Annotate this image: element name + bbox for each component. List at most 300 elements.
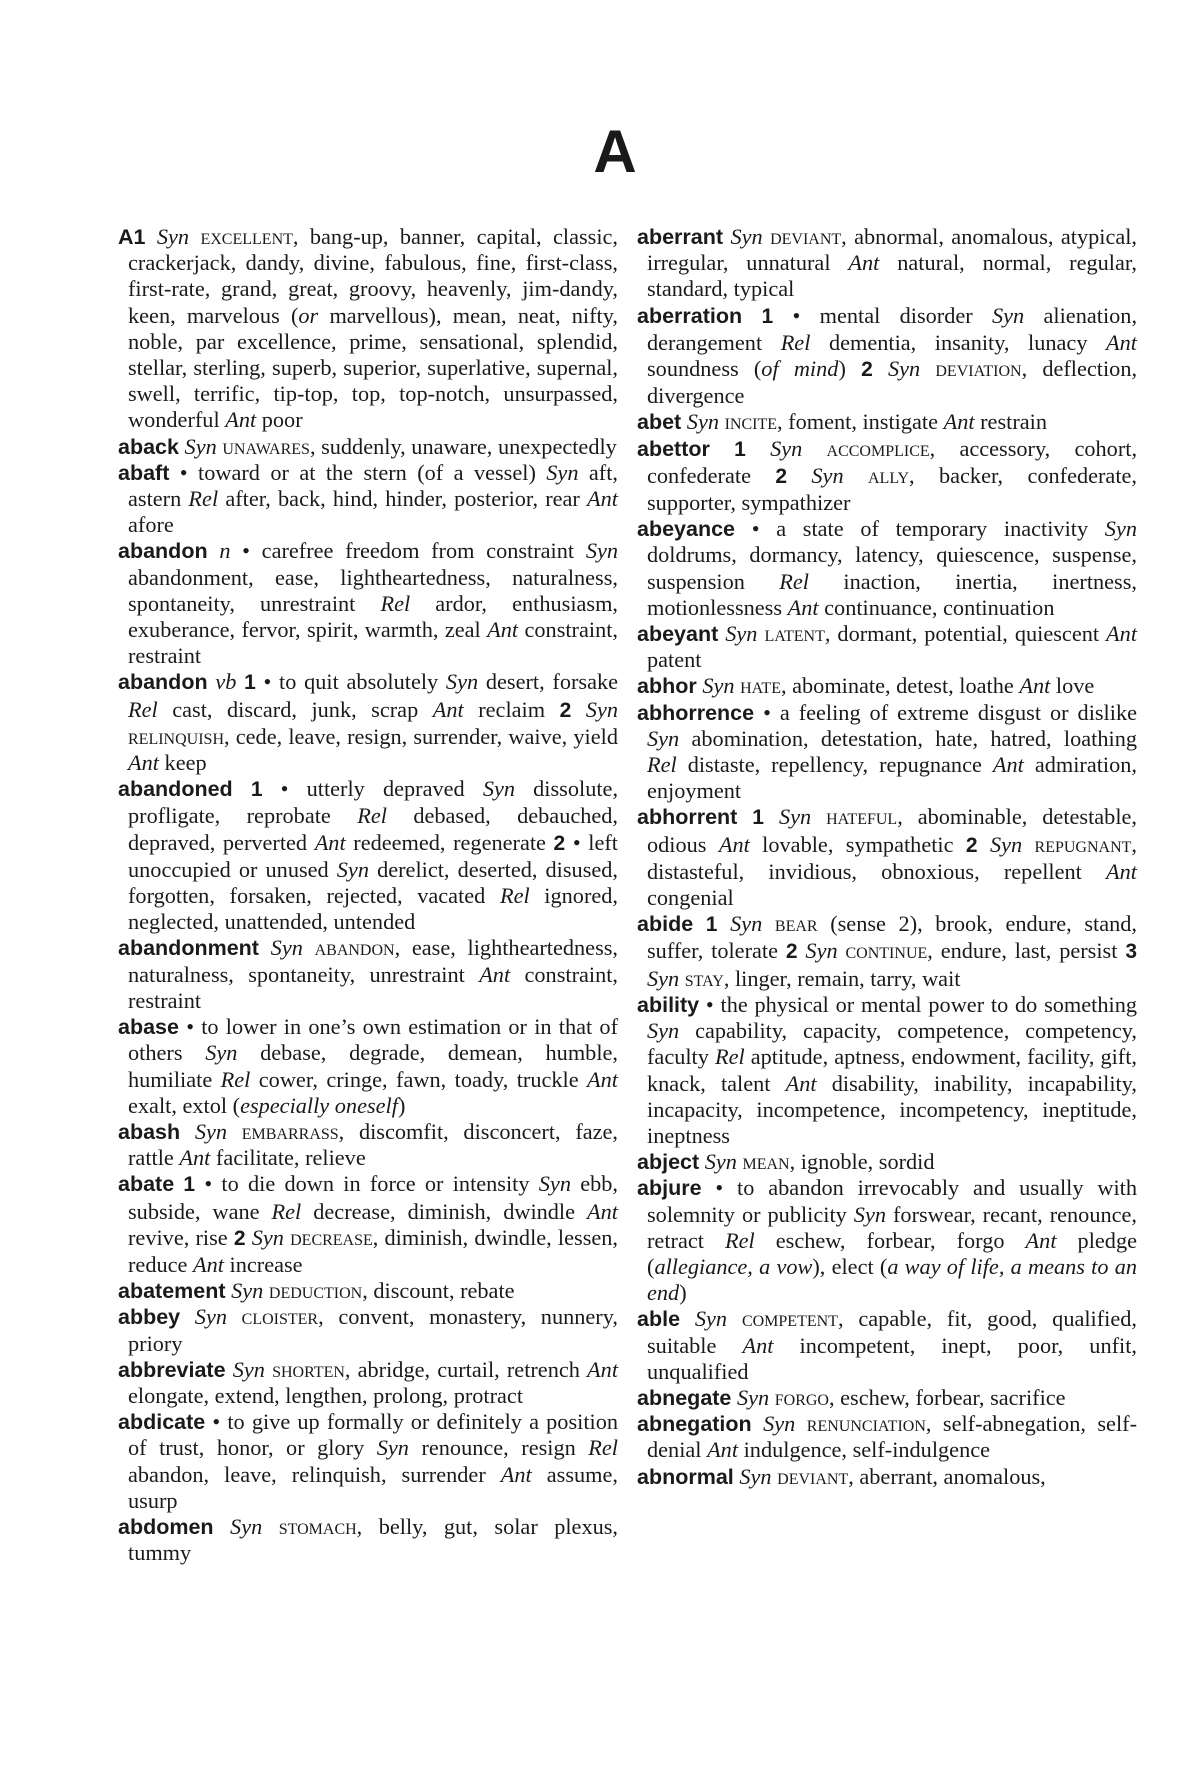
sense-number: 1 (705, 913, 718, 937)
entry-text: abandonment, ease, lightheartedness, naturalness, spontaneity, unrestraint (128, 564, 618, 616)
entry-text (265, 1357, 272, 1382)
entry-text: Syn (205, 1040, 238, 1066)
dictionary-entry (637, 673, 1137, 699)
entry-text (710, 436, 734, 461)
dictionary-entry (637, 409, 1137, 435)
cross-reference: renunciation (806, 1411, 926, 1437)
entry-text: (sense 2), brook, endure, stand, suffer, tolerate (647, 911, 1138, 964)
entry-text: ardor, enthusiasm, exuberance, fervor, spirit, warmth, zeal (128, 590, 618, 643)
dictionary-entry (637, 516, 1137, 621)
entry-text: a way of life, a means to an end (647, 1253, 1138, 1306)
entry-text: soundness ( (647, 356, 762, 382)
entry-headword: abject (637, 1150, 700, 1175)
entry-text: redeemed, regenerate (345, 829, 554, 855)
entry-text: Syn (704, 1149, 737, 1175)
cross-reference: deduction (268, 1278, 363, 1304)
entry-headword: abide (637, 912, 694, 937)
sense-number: 1 (244, 671, 256, 695)
sense-number: 3 (1125, 940, 1137, 964)
dictionary-entry (637, 1149, 1137, 1175)
entry-text: , linger, remain, tarry, wait (723, 965, 961, 991)
entry-text: patent (647, 647, 702, 673)
cross-reference: forgo (774, 1384, 829, 1410)
entry-headword: A1 (118, 225, 146, 249)
entry-text (920, 356, 935, 381)
entry-text: Syn (725, 621, 758, 647)
entry-text: marvellous), mean, neat, nifty, noble, par excellence, prime, sensational, splendid, stellar, sterling, superb, superior, superlative, supernal, swell, terrific, tip-top, top, top-notch, unsurpassed, wonderful (128, 302, 618, 433)
entry-text: Rel (128, 696, 158, 722)
cross-reference: accomplice (826, 435, 930, 461)
entry-headword: abaft (118, 460, 170, 485)
entry-text: elongate, extend, lengthen, prolong, protract (128, 1382, 524, 1408)
dictionary-entry (637, 911, 1138, 992)
entry-text (752, 1411, 763, 1436)
entry-text (873, 356, 888, 381)
dictionary-entry (637, 621, 1138, 673)
entry-text: especially oneself (240, 1092, 398, 1118)
entry-text: • a feeling of extreme disgust or dislike (754, 699, 1137, 725)
entry-text: , abominate, detest, loathe (780, 673, 1020, 699)
entry-text: decrease, diminish, dwindle (301, 1198, 588, 1224)
entry-text: n (219, 538, 231, 564)
entry-text: constraint, restraint (128, 961, 618, 1013)
entry-text: Syn (336, 856, 369, 882)
entry-text: ) (838, 356, 862, 382)
entry-text: Syn (736, 1384, 770, 1410)
entry-text: Rel (188, 486, 219, 512)
entry-text: disability, inability, incapability, incapacity, incompetence, incompetency, ineptitude, ineptness (647, 1070, 1137, 1148)
entry-text (226, 1357, 233, 1382)
entry-text: • to lower in one’s own estimation or in that of others (128, 1014, 618, 1066)
entry-text: , discomfit, disconcert, faze, rattle (128, 1118, 619, 1171)
entry-text: Syn (482, 776, 516, 802)
entry-text: Syn (763, 1411, 796, 1437)
entry-text (978, 832, 990, 857)
entry-text (189, 224, 200, 249)
sense-number: 2 (861, 358, 873, 382)
entry-text: , belly, gut, solar plexus, tummy (128, 1513, 618, 1566)
dictionary-entry (118, 776, 619, 935)
entry-text: , convent, monastery, nunnery, priory (128, 1304, 618, 1356)
cross-reference: relinquish (128, 723, 224, 749)
entry-text: , deflection, divergence (647, 356, 1138, 409)
dictionary-entry (637, 1463, 1137, 1490)
entry-text: , ease, lightheartedness, naturalness, spontaneity, unrestraint (128, 935, 618, 987)
entry-text: Syn (811, 462, 844, 488)
entry-text: alienation, derangement (647, 302, 1138, 355)
entry-text: Syn (647, 725, 680, 751)
entry-text: allegiance, a vow (654, 1253, 813, 1279)
entry-text (262, 1514, 278, 1539)
entry-text: , endure, last, persist (927, 938, 1126, 964)
entry-text: Ant (500, 1461, 532, 1487)
cross-reference: stomach (278, 1513, 357, 1539)
entry-text: , eschew, forbear, sacrifice (828, 1384, 1066, 1410)
sense-number: 2 (553, 831, 566, 855)
entry-text: Syn (730, 224, 763, 249)
entry-text: , abnormal, anomalous, atypical, irregular, unnatural (647, 224, 1138, 276)
dictionary-entry (637, 435, 1138, 517)
entry-headword: able (637, 1307, 681, 1332)
entry-text: abandon, leave, relinquish, surrender (128, 1461, 501, 1487)
entry-text: Syn (585, 538, 619, 564)
entry-text: Syn (194, 1118, 228, 1144)
entry-text: afore (128, 512, 174, 538)
entry-text (571, 697, 586, 722)
entry-text: ), elect ( (812, 1253, 888, 1279)
entry-text: • left unoccupied or unused (128, 829, 618, 882)
entry-text: Ant (1106, 858, 1137, 884)
entry-text: , capable, fit, good, qualified, suitable (647, 1306, 1137, 1358)
dictionary-entry (637, 1384, 1137, 1411)
entry-text: , abominable, detestable, odious (647, 804, 1137, 857)
cross-reference: deviant (777, 1463, 849, 1489)
entry-text: Rel (380, 590, 411, 616)
entry-text: Syn (686, 409, 719, 435)
entry-text: pledge ( (647, 1227, 1137, 1279)
entry-text (236, 669, 244, 694)
dictionary-entry (118, 1278, 618, 1304)
entry-headword: abhorrence (637, 700, 755, 725)
entry-text: distaste, repellency, repugnance (676, 752, 993, 778)
entry-text: renounce, resign (408, 1435, 589, 1461)
entry-text: • carefree freedom from constraint (230, 538, 586, 564)
entry-text (802, 436, 826, 461)
dictionary-entry (118, 1014, 618, 1119)
entry-text: Syn (232, 1356, 265, 1382)
entry-text: Ant (1019, 673, 1051, 699)
entry-text: Rel (780, 329, 811, 355)
entry-headword: abandon (118, 670, 208, 695)
entry-text: Ant (787, 594, 819, 620)
dictionary-entry (637, 1175, 1138, 1306)
entry-text: , bang-up, banner, capital, classic, crackerjack, dandy, divine, fabulous, fine, first-class, first-rate, grand, great, groovy, heavenly, jim-dandy, keen, marvelous ( (128, 224, 618, 328)
sense-number: 2 (785, 940, 798, 964)
entry-text (180, 1304, 195, 1329)
entry-text: Ant (1106, 621, 1138, 647)
dictionary-entry (118, 1513, 618, 1566)
cross-reference: competent (741, 1306, 838, 1332)
dictionary-entry (118, 1304, 618, 1356)
entry-text: poor (256, 407, 303, 433)
sense-number: 2 (559, 698, 572, 722)
dictionary-entry (118, 459, 618, 539)
entry-headword: aberration (637, 303, 743, 328)
dictionary-entry (637, 1306, 1137, 1385)
entry-text: , backer, confederate, supporter, sympathizer (647, 462, 1137, 516)
entry-headword: abate (118, 1172, 175, 1197)
entry-text: Rel (271, 1198, 302, 1224)
dictionary-entry (637, 699, 1137, 805)
entry-text: or (298, 302, 319, 328)
entry-text (1022, 832, 1034, 857)
entry-text (693, 911, 706, 936)
dictionary-entry (118, 224, 618, 434)
entry-headword: abbreviate (118, 1357, 226, 1382)
entry-text (838, 938, 846, 963)
entry-headword: abhorrent (637, 805, 738, 830)
entry-text: ignored, neglected, unattended, untended (128, 883, 618, 935)
entry-text: Rel (647, 752, 677, 778)
entry-text: Syn (251, 1224, 284, 1250)
entry-text: • toward or at the stern (of a vessel) (169, 459, 547, 485)
entry-text: , self-abnegation, self-denial (647, 1411, 1137, 1463)
entry-text: Ant (943, 409, 975, 435)
cross-reference: hate (740, 673, 781, 699)
entry-text: Syn (231, 1278, 264, 1304)
dictionary-entry (118, 935, 618, 1014)
entry-text: dissolute, profligate, reprobate (128, 776, 619, 829)
entry-text: vb (215, 669, 237, 695)
entry-text: • to abandon irrevocably and usually with solemnity or publicity (647, 1175, 1137, 1227)
right-column (637, 224, 1137, 1490)
entry-text: Ant (587, 486, 618, 512)
entry-text: Rel (588, 1435, 618, 1461)
entry-text: dementia, insanity, lunacy (810, 329, 1107, 355)
entry-text: forswear, recant, renounce, retract (647, 1201, 1137, 1253)
entry-text: Rel (724, 1227, 755, 1253)
entry-headword: abdomen (118, 1514, 214, 1539)
entry-text: Ant (432, 696, 464, 722)
entry-text (746, 436, 770, 461)
entry-text: Syn (585, 696, 618, 722)
entry-text: of mind (761, 356, 839, 382)
entry-text: Syn (702, 673, 735, 699)
entry-text (764, 804, 779, 829)
entry-headword: ability (637, 992, 700, 1017)
entry-text: , dormant, potential, quiescent (824, 621, 1107, 647)
entry-text (259, 935, 271, 960)
entry-headword: abnegate (637, 1385, 732, 1410)
entry-text: • to die down in force or intensity (195, 1171, 539, 1197)
entry-headword: abjure (637, 1176, 702, 1201)
sense-number: 1 (752, 806, 764, 830)
entry-text: Ant (128, 750, 159, 776)
entry-text (787, 463, 811, 488)
entry-text: , foment, instigate (777, 409, 944, 435)
entry-text: , suddenly, unaware, unexpectedly (309, 433, 617, 459)
cross-reference: deviant (770, 224, 842, 249)
cross-reference: shorten (272, 1356, 345, 1382)
entry-text: Ant (587, 1066, 618, 1092)
entry-text: keep (158, 750, 207, 776)
sense-number: 1 (761, 304, 774, 328)
entry-text: derelict, deserted, disused, forgotten, forsaken, rejected, vacated (128, 856, 618, 909)
entry-text: incompetent, inept, poor, unfit, unqualified (647, 1332, 1137, 1384)
entry-headword: abash (118, 1119, 181, 1144)
entry-headword: abandoned (118, 777, 233, 802)
entry-text: Ant (1106, 329, 1137, 355)
entry-text: Ant (718, 831, 750, 857)
entry-headword: aberrant (637, 225, 724, 249)
entry-text: cast, discard, junk, scrap (157, 696, 433, 722)
dictionary-entry (118, 669, 619, 776)
cross-reference: mean (742, 1149, 790, 1175)
entry-text: aft, astern (128, 459, 618, 512)
dictionary-entry (637, 302, 1138, 410)
sense-number: 1 (250, 778, 263, 802)
entry-text: Syn (647, 965, 680, 991)
cross-reference: bear (774, 911, 818, 937)
entry-text: Ant (225, 407, 257, 433)
entry-headword: aback (118, 434, 179, 459)
entry-text (737, 804, 752, 829)
entry-text: exalt, extol ( (128, 1092, 241, 1118)
entry-text (233, 776, 251, 801)
entry-text (680, 1306, 695, 1331)
entry-text: , cede, leave, resign, surrender, waive, yield (224, 723, 618, 749)
cross-reference: embarrass (241, 1118, 339, 1144)
entry-text (742, 303, 761, 328)
entry-text: , abridge, curtail, retrench (344, 1356, 588, 1382)
cross-reference: continue (845, 938, 928, 964)
dictionary-entry (118, 1171, 618, 1278)
entry-text: • utterly depraved (262, 776, 483, 802)
entry-text (303, 935, 315, 960)
entry-text: capability, capacity, competence, competency, faculty (647, 1018, 1137, 1070)
entry-text (762, 911, 775, 936)
entry-text: , discount, rebate (362, 1278, 515, 1304)
entry-text: , aberrant, anomalous, (848, 1463, 1046, 1489)
entry-text: Syn (546, 459, 579, 485)
entry-text: Syn (730, 911, 763, 937)
entry-text: Ant (848, 250, 880, 276)
dictionary-entry (118, 538, 619, 669)
entry-text: Ant (992, 752, 1024, 778)
entry-text: ebb, subside, wane (128, 1171, 618, 1224)
entry-text: Syn (647, 1018, 680, 1044)
sense-number: 1 (734, 437, 746, 461)
entry-text: assume, usurp (128, 1461, 618, 1513)
entry-text: Ant (742, 1332, 774, 1358)
entry-headword: abeyant (637, 622, 719, 647)
dictionary-entry (637, 804, 1137, 911)
entry-text: Syn (853, 1201, 886, 1227)
entry-headword: abet (637, 410, 682, 435)
cross-reference: latent (764, 621, 825, 647)
entry-text: Ant (587, 1198, 618, 1224)
entry-text (763, 224, 770, 249)
entry-text: admiration, enjoyment (647, 752, 1137, 804)
entry-text (727, 1306, 742, 1331)
entry-text: Syn (1104, 516, 1137, 542)
section-letter-heading: A (593, 118, 637, 185)
sense-number: 2 (775, 464, 788, 488)
entry-text: Syn (989, 831, 1023, 857)
dictionary-entry (118, 433, 618, 460)
entry-text: Syn (739, 1463, 772, 1489)
entry-text: reclaim (463, 696, 560, 722)
entry-text: Syn (887, 356, 921, 382)
entry-text: Ant (707, 1437, 739, 1463)
entry-text: eschew, forbear, forgo (754, 1227, 1026, 1253)
entry-text: Ant (179, 1145, 211, 1171)
entry-text: Ant (479, 961, 511, 987)
entry-text: after, back, hind, hinder, posterior, rear (218, 486, 588, 512)
entry-text: Syn (194, 1304, 227, 1330)
sense-number: 1 (183, 1173, 196, 1197)
entry-text: , diminish, dwindle, lessen, reduce (128, 1224, 618, 1277)
cross-reference: repugnant (1034, 831, 1132, 857)
entry-text: Syn (778, 804, 812, 830)
entry-headword: abeyance (637, 517, 736, 542)
entry-text: Syn (770, 435, 803, 461)
cross-reference: hateful (826, 804, 898, 830)
entry-text: Syn (376, 1435, 409, 1461)
entry-text: • mental disorder (773, 302, 992, 328)
entry-text: Ant (314, 829, 346, 855)
entry-text: Ant (193, 1251, 224, 1277)
entry-text: , accessory, cohort, confederate (647, 435, 1138, 488)
entry-text (145, 224, 156, 249)
entry-headword: abhor (637, 674, 697, 699)
entry-text: • to quit absolutely (255, 669, 446, 695)
entry-text: Syn (538, 1171, 571, 1197)
entry-text (227, 1119, 242, 1144)
entry-text: ) (679, 1280, 687, 1306)
entry-text (717, 911, 730, 936)
entry-text: Rel (714, 1044, 745, 1070)
entry-text: Syn (230, 1513, 263, 1539)
dictionary-entry (118, 1118, 619, 1171)
entry-text: constraint, restraint (128, 617, 618, 669)
entry-text: Rel (357, 803, 387, 829)
entry-headword: abase (118, 1015, 179, 1040)
cross-reference: excellent (200, 224, 293, 249)
entry-text (208, 538, 220, 563)
entry-text: facilitate, relieve (210, 1145, 366, 1171)
entry-text: doldrums, dormancy, latency, quiescence, suspense, suspension (647, 542, 1137, 594)
entry-text: • a state of temporary inactivity (735, 516, 1105, 542)
entry-headword: abnormal (637, 1464, 734, 1489)
entry-text: • to give up formally or definitely a position of trust, honor, or glory (128, 1409, 618, 1461)
entry-text (795, 1411, 806, 1436)
cross-reference: incite (724, 409, 778, 435)
cross-reference: unawares (222, 433, 310, 459)
entry-text: desert, forsake (478, 669, 619, 695)
entry-text: Syn (805, 938, 838, 964)
entry-text: lovable, sympathetic (749, 831, 966, 857)
entry-text (811, 804, 826, 829)
entry-headword: abbey (118, 1305, 181, 1330)
entry-text: congenial (647, 885, 734, 911)
sense-number: 2 (233, 1226, 246, 1250)
entry-text: Rel (499, 883, 530, 909)
entry-text: , distasteful, invidious, obnoxious, repellent (647, 831, 1137, 884)
entry-text: Syn (445, 669, 479, 695)
entry-text (180, 1119, 195, 1144)
entry-text: indulgence, self-indulgence (738, 1437, 991, 1463)
dictionary-entry (118, 1409, 618, 1514)
entry-text: debase, degrade, demean, humble, humiliate (128, 1040, 618, 1092)
entry-text: Syn (270, 935, 303, 961)
entry-text: continuance, continuation (818, 594, 1055, 620)
entry-headword: abandonment (118, 936, 259, 961)
entry-text: abomination, detestation, hate, hatred, loathing (679, 725, 1137, 751)
entry-headword: abnegation (637, 1412, 752, 1437)
entry-text: Ant (785, 1070, 817, 1096)
entry-text: love (1050, 673, 1095, 699)
entry-text: , ignoble, sordid (789, 1149, 935, 1175)
entry-text (214, 1514, 230, 1539)
entry-text: increase (223, 1251, 303, 1277)
dictionary-entry (118, 1356, 619, 1409)
entry-text: restrain (974, 409, 1047, 435)
entry-text: Ant (1025, 1227, 1057, 1253)
entry-text: ) (397, 1092, 406, 1118)
entry-text: Syn (694, 1306, 728, 1332)
entry-text: • the physical or mental power to do something (699, 991, 1137, 1017)
